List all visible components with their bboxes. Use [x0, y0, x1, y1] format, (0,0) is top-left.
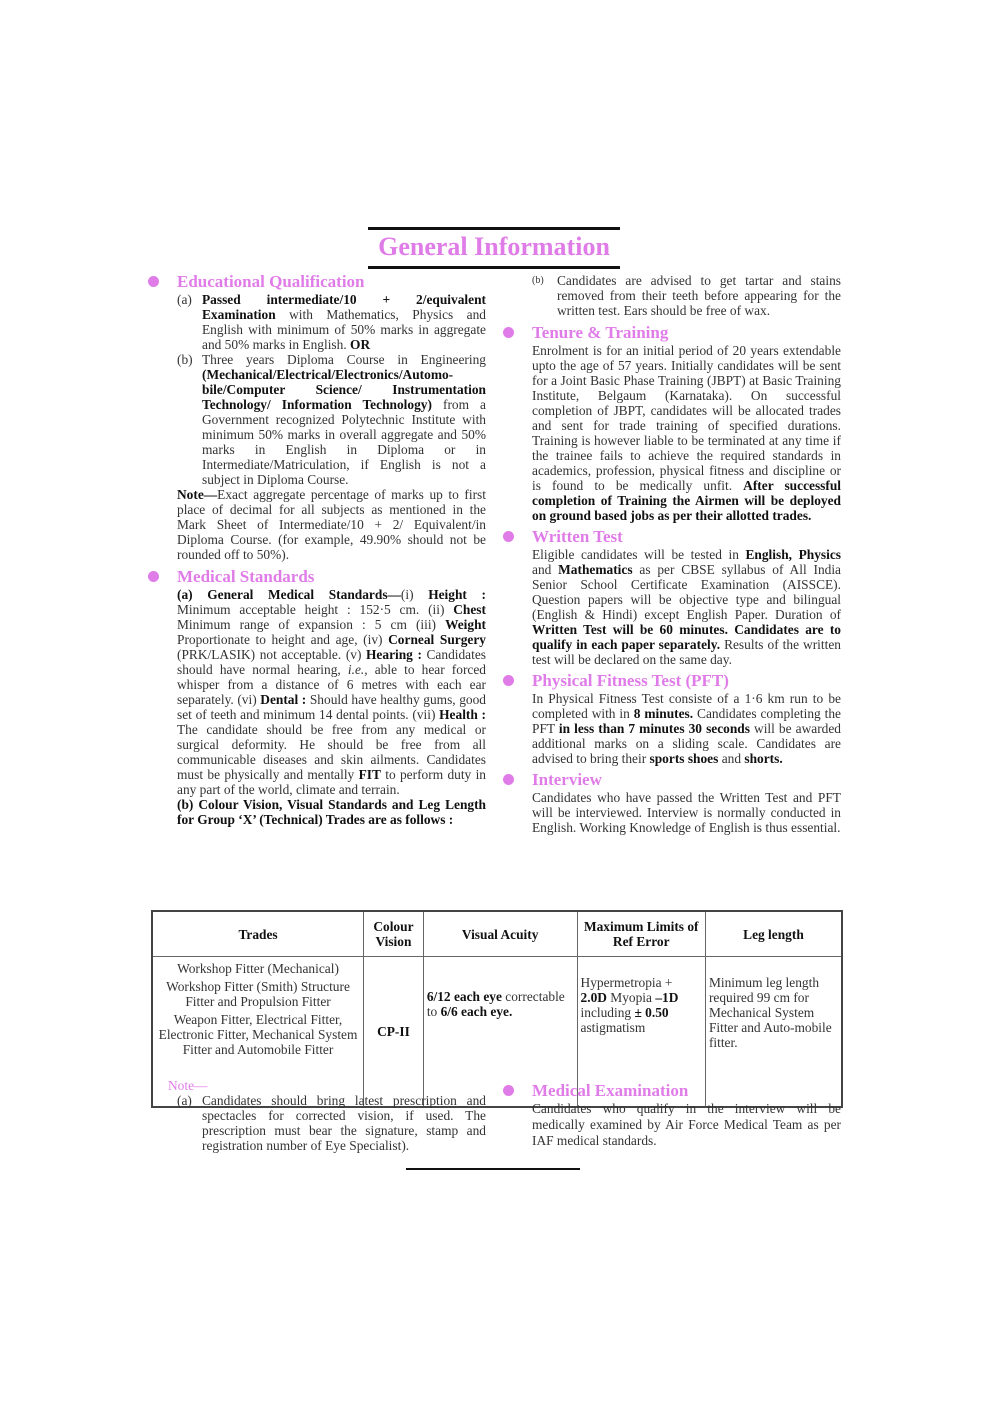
header-trades: Trades — [152, 911, 364, 957]
bullet-icon — [148, 571, 159, 582]
table-header-row — [152, 911, 842, 957]
header-visual-acuity: Visual Acuity — [423, 911, 577, 957]
cell-colour-vision: CP-II — [364, 957, 424, 1108]
medical-standards-b: (b) Colour Vision, Visual Standards and Leg Length for Group ‘X’ (Technical) Trades are as follows : — [177, 797, 486, 827]
medical-examination — [503, 1081, 841, 1149]
bullet-icon — [503, 774, 514, 785]
section-heading-medical-examination: Medical Examination — [503, 1081, 841, 1101]
bullet-icon — [503, 327, 514, 338]
medical-standards-text: (a) General Medical Standards—(i) Height : Minimum acceptable height : 152·5 cm. (ii) Chest Minimum range of expansion : 5 cm (iii) Weight Proportionate to height and age, (iv) Corneal Surgery (PRK/LASIK) not acceptable. (v) Hearing : Candidates should have normal hearing, i.e., able to hear forced whisper from a distance of 6 metres with each ear separately. (vi) Dental : Should have healthy gums, good set of teeth and minimum 14 dental points. (vii) Health : The candidate should be free from any medical or surgical deformity. He should be free from all communicable diseases and skin ailments. Candidates must be physically and mentally FIT to perform duty in any part of the world, climate and terrain. — [177, 587, 487, 797]
edu-item-b: (b) Three years Diploma Course in Engineering (Mechanical/Electrical/Electronics/Automo-bile/Computer Science/ Instrumentation Technology/ Information Technology) from a Government recognized Polytechnic Institute with minimum 50% marks in overall aggregate and 50% marks in English in Diploma or in Intermediate/Matriculation, if English is not a subject in Diploma Course. — [177, 352, 487, 487]
interview-text: Candidates who have passed the Written Test and PFT will be interviewed. Interview is normally conducted in English. Working Knowledge of English is thus essential. — [532, 790, 841, 835]
bullet-icon — [503, 531, 514, 542]
pft-text: In Physical Fitness Test consiste of a 1·6 km run to be completed with in 8 minutes. Candidates completing the PFT in less than 7 minutes 30 seconds will be awarded additional marks on a sliding scale. Candidates are advised to bring their sports shoes and shorts. — [532, 691, 841, 766]
left-column — [148, 270, 486, 827]
section-heading-tenure-training: Tenure & Training — [503, 323, 841, 343]
page-title: General Information — [378, 232, 610, 261]
cell-max-ref-error: Hypermetropia + 2.0D Myopia –1D including ± 0.50 astigmatism — [577, 957, 705, 1108]
table-note — [148, 1078, 486, 1153]
header-max-ref-error: Maximum Limits of Ref Error — [577, 911, 705, 957]
bullet-icon — [503, 675, 514, 686]
section-heading-medical-standards: Medical Standards — [148, 567, 486, 587]
bottom-divider — [406, 1168, 580, 1170]
section-heading-written-test: Written Test — [503, 527, 841, 547]
bullet-icon — [148, 276, 159, 287]
section-heading-educational-qualification: Educational Qualification — [148, 272, 486, 292]
teeth-note: (b) Candidates are advised to get tartar and stains removed from their teeth before appearing for the written test. Ears should be free of wax. — [532, 273, 841, 318]
bullet-icon — [503, 1085, 514, 1096]
note-heading: Note— — [168, 1078, 208, 1093]
page-title-box — [368, 227, 620, 269]
cell-visual-acuity: 6/12 each eye correctable to 6/6 each eye. — [423, 957, 577, 1108]
header-leg-length: Leg length — [705, 911, 842, 957]
medical-examination-text: Candidates who qualify in the interview will be medically examined by Air Force Medical Team as per IAF medical standards. — [532, 1101, 841, 1148]
cell-leg-length: Minimum leg length required 99 cm for Mechanical System Fitter and Auto-mobile fitter. — [705, 957, 842, 1108]
written-test-text: Eligible candidates will be tested in English, Physics and Mathematics as per CBSE syllabus of All India Senior School Certificate Examination (AISSCE). Question papers will be objective type and bilingual (English & Hindi) except English Paper. Duration of Written Test will be 60 minutes. Candidates are to qualify in each paper separately. Results of the written test will be declared on the same day. — [532, 547, 842, 667]
edu-item-a: (a) Passed intermediate/10 + 2/equivalent Examination with Mathematics, Physics and English with minimum of 50% marks in aggregate and 50% marks in English. OR — [177, 292, 486, 352]
right-column — [503, 273, 841, 835]
section-heading-interview: Interview — [503, 770, 841, 790]
cell-trades: Workshop Fitter (Mechanical) Workshop Fitter (Smith) Structure Fitter and Propulsion Fitter Weapon Fitter, Electrical Fitter, Electronic Fitter, Mechanical System Fitter and Automobile Fitter — [152, 957, 364, 1108]
edu-note: Note—Exact aggregate percentage of marks up to first place of decimal for all subjects as mentioned in the Mark Sheet of Intermediate/10 + 2/ Equivalent/in Diploma Course. (for example, 49.90% should not be rounded off to 50%). — [177, 487, 486, 562]
section-heading-pft: Physical Fitness Test (PFT) — [503, 671, 841, 691]
note-item-a: (a) Candidates should bring latest prescription and spectacles for corrected vision, if used. The prescription must bear the signature, stamp and registration number of Eye Specialist). — [177, 1093, 486, 1153]
tenure-training-text: Enrolment is for an initial period of 20 years extendable upto the age of 57 years. Initially candidates will be sent for a Joint Basic Phase Training (JBPT) at Basic Training Institute, Belgaum (Karnataka). On successful completion of JBPT, candidates will be allocated trades and sent for trade training of specified durations. Training is however liable to be terminated at any time if the trainee fails to achieve the required standards in academics, profession, physical fitness and discipline or is found to be medically unfit. After successful completion of Training the Airmen will be deployed on ground based jobs as per their allotted trades. — [532, 343, 842, 523]
header-colour-vision: Colour Vision — [364, 911, 424, 957]
